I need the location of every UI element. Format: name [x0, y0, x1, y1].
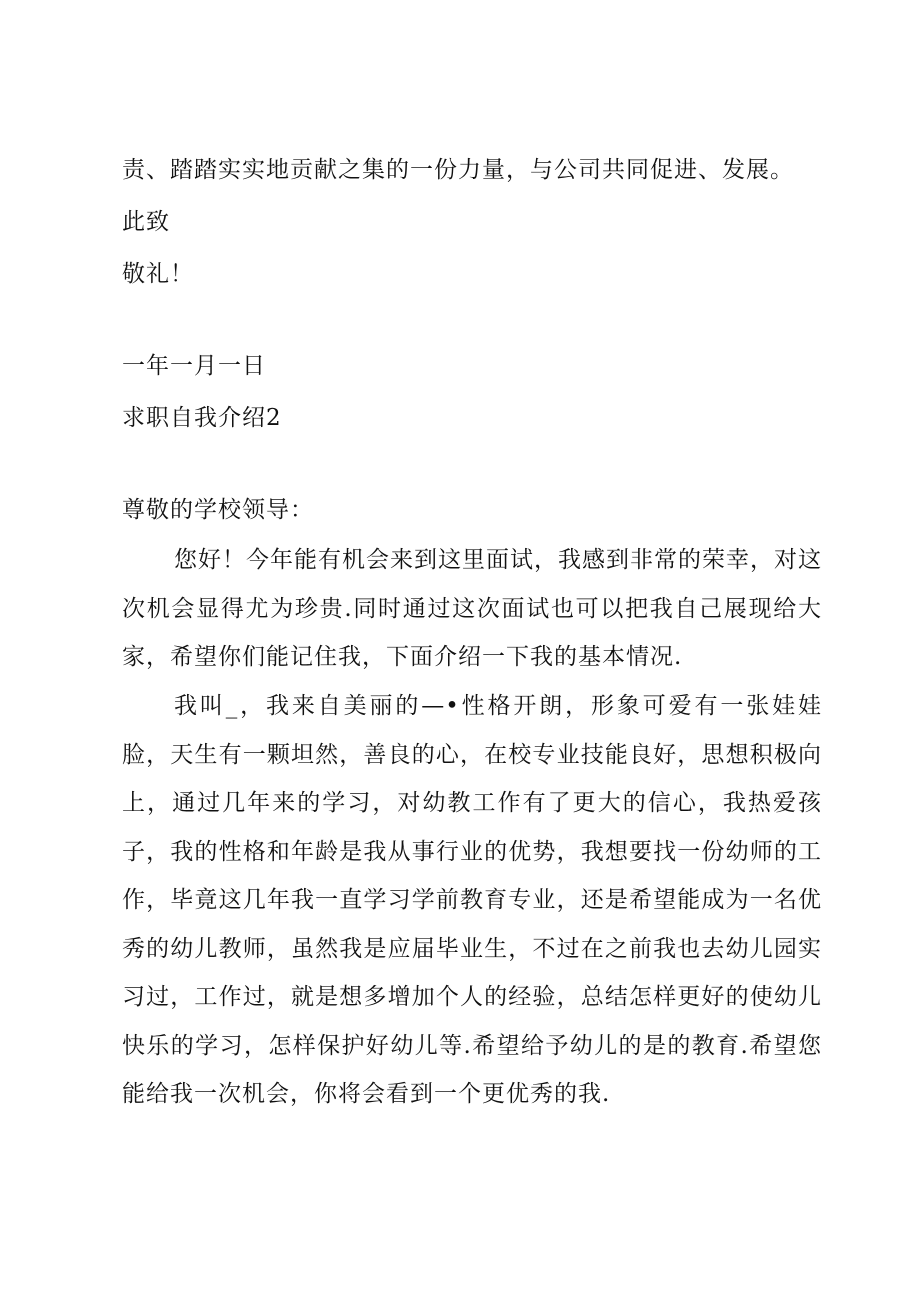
- regards-line: 敬礼！: [122, 261, 194, 287]
- greeting-line: 尊敬的学校领导：: [122, 497, 314, 523]
- paragraph-intro: 您好！今年能有机会来到这里面试，我感到非常的荣幸，对这次机会显得尤为珍贵.同时通过这次面试也可以把我自己展现给大家，希望你们能记住我，下面介绍一下我的基本情况.: [122, 547, 822, 670]
- salutation-closing: 此致: [122, 209, 170, 235]
- section-title: 求职自我介绍2: [122, 405, 282, 431]
- closing-line: 责、踏踏实实地贡献之集的一份力量，与公司共同促进、发展。: [122, 157, 794, 183]
- paragraph-self-description: 我叫_，我来自美丽的—•性格开朗，形象可爱有一张娃娃脸，天生有一颗坦然，善良的心，在校专业技能良好，思想积极向上，通过几年来的学习，对幼教工作有了更大的信心，我热爱孩子，我的性格和年龄是我从事行业的优势，我想要找一份幼师的工作，毕竟这几年我一直学习学前教育专业，还是希望能成为一名优秀的幼儿教师，虽然我是应届毕业生，不过在之前我也去幼儿园实习过，工作过，就是想多增加个人的经验，总结怎样更好的使幼儿快乐的学习，怎样保护好幼儿等.希望给予幼儿的是的教育.希望您能给我一次机会，你将会看到一个更优秀的我.: [122, 693, 822, 1107]
- date-line: 一年一月一日: [122, 353, 266, 379]
